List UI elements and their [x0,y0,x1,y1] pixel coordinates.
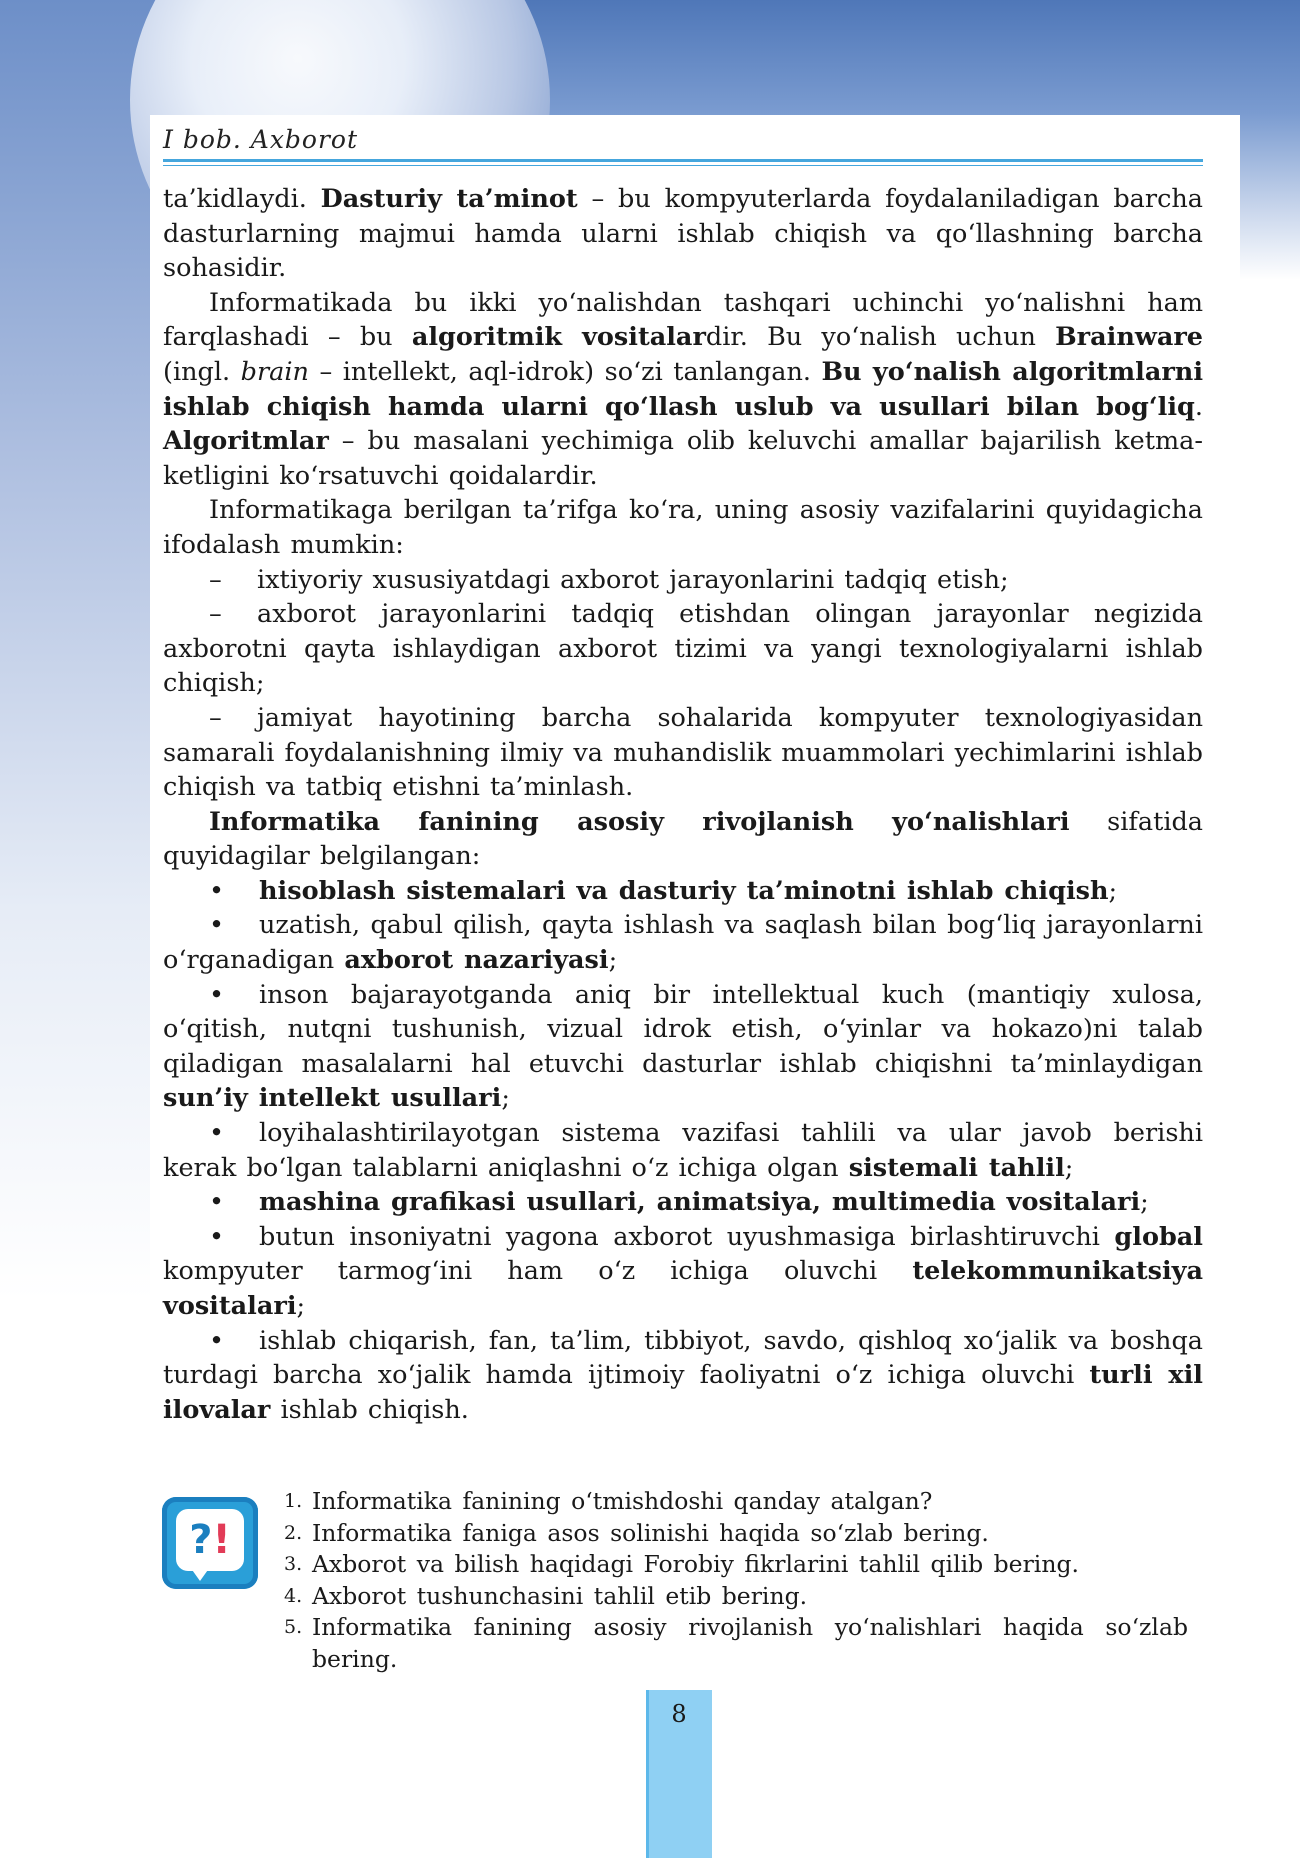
bullet-item: • mashina grafikasi usullari, animatsiya, multimedia vositalari; [163,1185,1203,1220]
term-algorithms: Algoritmlar [163,426,329,457]
bullet-item: • inson bajarayotganda aniq bir intellektual kuch (mantiqiy xulosa, o‘qitish, nutqni tushunish, vizual idrok etish, o‘yinlar va hokazo)ni talab qiladigan masalalarni hal etuvchi dasturlar ishlab chiqishni ta’minlaydigan sun’iy intellekt usullari; [163,979,1203,1114]
dash-marker: – [209,702,222,733]
dash-marker: – [209,564,222,595]
speech-bubble [176,1509,244,1571]
question-mark: ? [189,1517,213,1563]
term-direction-definition: Bu yo‘nalish algoritmlarni ishlab chiqish hamda ularni qo‘llash uslub va usullari bilan bog‘liq [163,356,1204,422]
bullet-item: • butun insoniyatni yagona axborot uyushmasiga birlashtiruvchi global kompyuter tarmog‘ini ham o‘z ichiga oluvchi telekommunikatsiya vositalari; [163,1221,1203,1321]
running-header [163,125,1203,165]
header-rule [163,159,1203,162]
term-main-directions: Informatika fanining asosiy rivojlanish yo‘nalishlari [209,806,1070,837]
paragraph-3: Informatikaga berilgan ta’rifga ko‘ra, uning asosiy vazifalarini quyidagicha ifodalash mumkin: [163,495,1203,560]
question-item: 2. Informatika faniga asos solinishi haqida so‘zlab bering. [284,1518,989,1547]
dash-marker: – [209,599,222,630]
main-text [163,182,1203,1427]
bullet-marker: • [209,979,225,1010]
bullet-marker: • [209,1187,225,1218]
question-item: 4. Axborot tushunchasini tahlil etib bering. [284,1581,808,1610]
term-brainware: Brainware [1055,322,1203,353]
paragraph-1: ta’kidlaydi. Dasturiy ta’minot – bu kompyuterlarda foydalaniladigan barcha dasturlarning majmui hamda ularni ishlab chiqish va qo‘llashning barcha sohasidir. [163,184,1203,284]
paragraph-4: Informatika fanining asosiy rivojlanish yo‘nalishlari sifatida quyidagilar belgilangan: [163,806,1203,872]
question-item: 1. Informatika fanining o‘tmishdoshi qanday atalgan? [284,1487,933,1515]
exclamation-mark: ! [212,1517,231,1563]
term-software: Dasturiy ta’minot [320,184,578,214]
side-background [0,0,170,1300]
page-number: 8 [671,1700,687,1728]
question-item: 5. Informatika fanining asosiy rivojlanish yo‘nalishlari haqida so‘zlab bering. [284,1613,1188,1673]
paragraph-2: Informatikada bu ikki yo‘nalishdan tashqari uchinchi yo‘nalishni ham farqlashadi – bu algoritmik vositalardir. Bu yo‘nalish uchun Brainware (ingl. brain – intellekt, aql-idrok) so‘zi tanlangan. Bu yo‘nalish algoritmlarni ishlab chiqish hamda ularni qo‘llash uslub va usullari bilan bog‘liq. Algoritmlar – bu masalani yechimiga olib keluvchi amallar bajarilish ketma-ketligini ko‘rsatuvchi qoidalardir. [163,287,1204,491]
question-item: 3. Axborot va bilish haqidagi Forobiy fikrlarini tahlil qilib bering. [284,1550,1079,1578]
bullet-item: • loyihalashtirilayotgan sistema vazifasi tahlili va ular javob berishi kerak bo‘lgan talablarni aniqlashni o‘z ichiga olgan sistemali tahlil; [163,1118,1203,1183]
bullet-item: • uzatish, qabul qilish, qayta ishlash va saqlash bilan bog‘liq jarayonlarni o‘rganadigan axborot nazariyasi; [163,910,1203,976]
bullet-marker: • [209,1221,225,1252]
bullet-marker: • [209,875,225,906]
bullet-marker: • [209,910,225,941]
term-algorithmic-tools: algoritmik vositalar [411,322,706,353]
bullet-item: • ishlab chiqarish, fan, ta’lim, tibbiyot, savdo, qishloq xo‘jalik va boshqa turdagi barcha xo‘jalik hamda ijtimoiy faoliyatni o‘z ichiga oluvchi turli xil ilovalar ishlab chiqish. [163,1325,1203,1425]
header-rule-thin [163,165,1203,166]
bullet-marker: • [209,1118,225,1149]
page-number-strip [646,1690,712,1858]
bullet-item: • hisoblash sistemalari va dasturiy ta’minotni ishlab chiqish; [163,874,1203,909]
bubble-tail [190,1567,210,1581]
chapter-title: I bob. Axborot [163,125,359,154]
bullet-marker: • [209,1325,225,1356]
dash-item: – ixtiyoriy xususiyatdagi axborot jarayonlarini tadqiq etish; [163,563,1203,598]
term-brain: brain [240,356,309,387]
dash-item: – axborot jarayonlarini tadqiq etishdan olingan jarayonlar negizida axborotni qayta ishlaydigan axborot tizimi va yangi texnologiyalarni ishlab chiqish; [163,599,1203,699]
dash-item: – jamiyat hayotining barcha sohalarida kompyuter texnologiyasidan samarali foydalanishning ilmiy va muhandislik muammolari yechimlarini ishlab chiqish va tatbiq etishni ta’minlash. [163,702,1203,803]
review-questions [284,1486,1188,1675]
question-exclamation-icon [162,1497,258,1589]
